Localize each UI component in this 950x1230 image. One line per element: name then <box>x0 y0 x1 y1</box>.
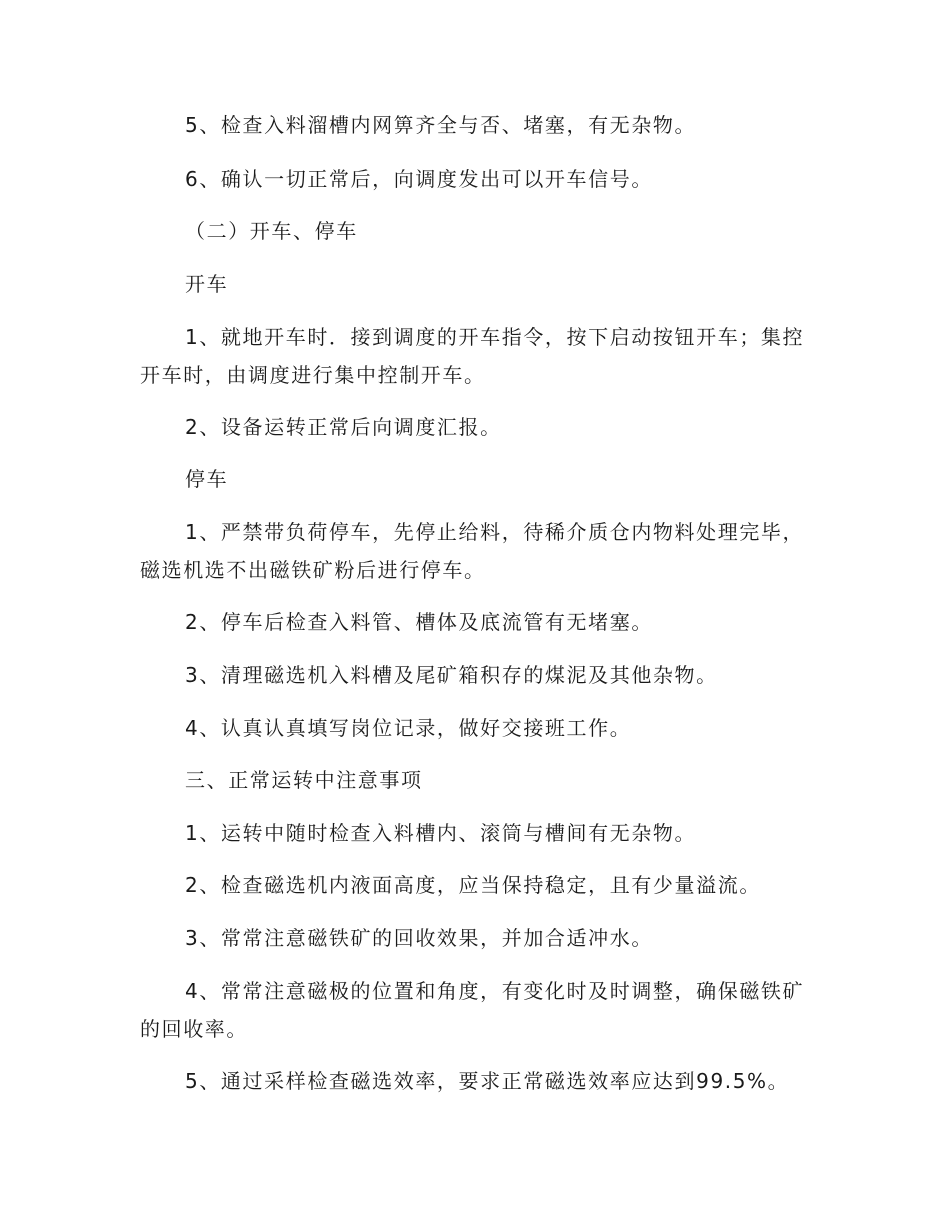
paragraph-local-start: 1、就地开车时．接到调度的开车指令，按下启动按钮开车；集控开车时，由调度进行集中控制开车。 <box>140 325 805 387</box>
paragraph-separation-efficiency: 5、通过采样检查磁选效率，要求正常磁选效率应达到99.5%。 <box>185 1069 790 1093</box>
paragraph-liquid-level: 2、检查磁选机内液面高度，应当保持稳定，且有少量溢流。 <box>185 873 761 897</box>
subheading-stop: 停车 <box>185 467 229 491</box>
paragraph-check-chute-screen: 5、检查入料溜槽内网箅齐全与否、堵塞，有无杂物。 <box>185 113 697 137</box>
paragraph-no-load-stop: 1、严禁带负荷停车，先停止给料，待稀介质仓内物料处理完毕，磁选机选不出磁铁矿粉后进行停车。 <box>140 520 805 582</box>
paragraph-check-pipes: 2、停车后检查入料管、槽体及底流管有无堵塞。 <box>185 610 653 634</box>
section-heading-start-stop: （二）开车、停车 <box>185 219 358 243</box>
subheading-start: 开车 <box>185 272 229 296</box>
paragraph-check-debris: 1、运转中随时检查入料槽内、滚筒与槽间有无杂物。 <box>185 821 697 845</box>
paragraph-confirm-start-signal: 6、确认一切正常后，向调度发出可以开车信号。 <box>185 167 653 191</box>
section-heading-normal-operation: 三、正常运转中注意事项 <box>185 768 423 792</box>
paragraph-recovery-effect: 3、常常注意磁铁矿的回收效果，并加合适冲水。 <box>185 926 653 950</box>
paragraph-fill-records: 4、认真认真填写岗位记录，做好交接班工作。 <box>185 716 632 740</box>
paragraph-magnet-position: 4、常常注意磁极的位置和角度，有变化时及时调整，确保磁铁矿的回收率。 <box>140 979 805 1041</box>
paragraph-report-to-dispatch: 2、设备运转正常后向调度汇报。 <box>185 415 502 439</box>
paragraph-clean-separator: 3、清理磁选机入料槽及尾矿箱积存的煤泥及其他杂物。 <box>185 663 718 687</box>
